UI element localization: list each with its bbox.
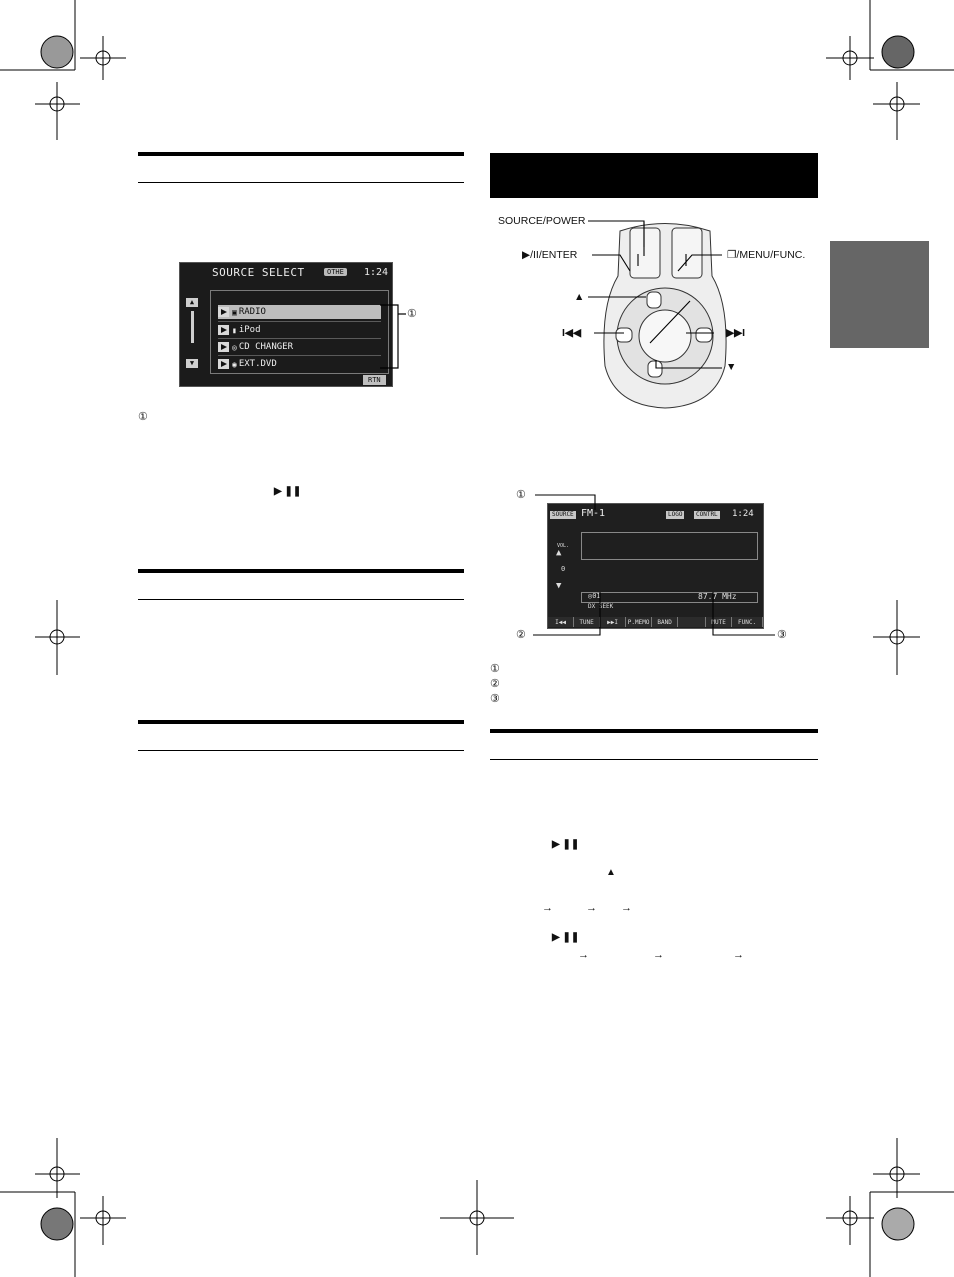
source-button[interactable]: SOURCE — [552, 511, 574, 518]
clock: 1:24 — [732, 509, 754, 519]
arrow-icon: → — [586, 902, 597, 914]
frequency-label: 87.7 MHz — [698, 592, 737, 601]
vol-label: VOL. — [557, 543, 570, 549]
list-item[interactable] — [218, 305, 381, 319]
controller-leaders — [580, 215, 780, 380]
radio-callout-2: ② — [516, 629, 526, 641]
section-rule-top-thin — [138, 182, 464, 183]
list-item-label: EXT.DVD — [238, 359, 277, 369]
radio-callout-lines — [525, 488, 795, 643]
arrow-icon: → — [542, 902, 553, 914]
radio-callout-1: ① — [516, 489, 526, 501]
note-marker-1: ① — [490, 663, 500, 675]
mute-button[interactable]: MUTE — [706, 617, 732, 627]
list-item[interactable] — [218, 340, 381, 354]
list-item-label: iPod — [238, 325, 261, 335]
section-rule-lower — [138, 720, 464, 724]
right-section-rule-thin — [490, 759, 818, 760]
scrollbar[interactable] — [191, 311, 194, 343]
func-button[interactable]: FUNC. — [732, 617, 763, 627]
return-button[interactable]: RTN — [363, 375, 386, 385]
section-rule-top — [138, 152, 464, 156]
note-marker-2: ② — [490, 678, 500, 690]
vol-down-icon[interactable]: ▼ — [556, 581, 562, 591]
section-rule-mid-thin — [138, 599, 464, 600]
band-label: FM-1 — [581, 508, 606, 519]
other-chip[interactable]: OTHE — [324, 268, 347, 276]
logo-button[interactable]: LOGO — [668, 511, 683, 518]
list-item-label: RADIO — [238, 307, 266, 317]
arrow-icon: → — [621, 902, 632, 914]
list-item-label: CD CHANGER — [238, 342, 294, 352]
arrow-icon: → — [733, 949, 744, 961]
play-pause-icon: ▶ ❚❚ — [274, 486, 302, 497]
prev-button[interactable]: I◀◀ — [548, 617, 574, 627]
callout-bracket — [378, 300, 408, 375]
divider — [218, 321, 381, 322]
section-banner — [490, 153, 818, 198]
cd-icon: ◎ — [232, 342, 237, 352]
play-icon — [218, 342, 229, 352]
divider — [218, 338, 381, 339]
section-rule-lower-thin — [138, 750, 464, 751]
band-button[interactable]: BAND — [652, 617, 678, 627]
vol-up-icon[interactable]: ▲ — [556, 548, 562, 558]
list-item[interactable] — [218, 357, 381, 371]
scroll-down-button[interactable]: ▼ — [186, 359, 198, 368]
chapter-tab — [830, 241, 929, 348]
arrow-icon: → — [578, 949, 589, 961]
screen-title: SOURCE SELECT — [212, 266, 305, 279]
note-marker-1: ① — [138, 411, 148, 423]
next-button[interactable]: ▶▶I — [600, 617, 626, 627]
dvd-icon: ◉ — [232, 359, 237, 369]
prev-label: I◀◀ — [562, 327, 582, 339]
arrow-icon: → — [653, 949, 664, 961]
list-item[interactable] — [218, 323, 381, 337]
tune-button[interactable]: TUNE — [574, 617, 600, 627]
down-label: ▼ — [726, 361, 737, 373]
preset-label: ◎01 — [588, 592, 601, 600]
menu-func-label: ❐/MENU/FUNC. — [727, 249, 806, 261]
play-icon — [218, 359, 229, 369]
control-button[interactable]: CONTRL — [696, 511, 718, 518]
radio-icon: ▣ — [232, 307, 237, 317]
note-marker-3: ③ — [490, 693, 500, 705]
enter-label: ▶/II/ENTER — [522, 249, 578, 261]
pmemo-button[interactable]: P.MEMO — [626, 617, 652, 627]
source-power-label: SOURCE/POWER — [498, 215, 586, 227]
divider — [218, 355, 381, 356]
callout-marker-1: ① — [407, 308, 417, 320]
clock: 1:24 — [364, 267, 389, 278]
seek-label: DX SEEK — [588, 603, 614, 610]
right-section-rule — [490, 729, 818, 733]
source-select-screen — [179, 262, 393, 387]
section-rule-mid — [138, 569, 464, 573]
up-label: ▲ — [574, 291, 585, 303]
play-pause-icon: ▶ ❚❚ — [552, 839, 580, 850]
scroll-up-button[interactable]: ▲ — [186, 298, 198, 307]
up-arrow-icon: ▲ — [606, 867, 616, 878]
next-label: ▶▶I — [726, 327, 746, 339]
play-icon — [218, 307, 229, 317]
vol-value: 0 — [561, 565, 566, 573]
page-icon: ❐ — [727, 249, 737, 261]
play-pause-icon: ▶ ❚❚ — [552, 932, 580, 943]
play-icon — [218, 325, 229, 335]
source-list — [210, 290, 389, 374]
ipod-icon: ▮ — [232, 325, 237, 335]
radio-callout-3: ③ — [777, 629, 787, 641]
